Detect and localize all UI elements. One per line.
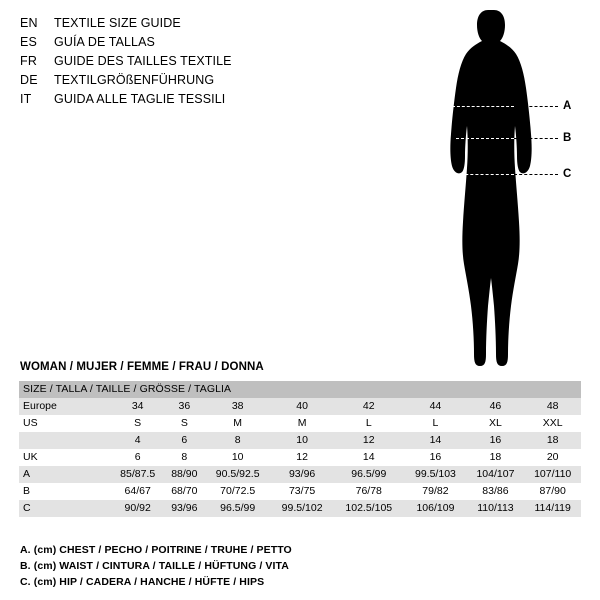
cell: 90/92	[111, 500, 164, 517]
cell: 107/110	[524, 466, 581, 483]
cell: 93/96	[164, 500, 204, 517]
cell: 14	[404, 432, 466, 449]
cell: 6	[111, 449, 164, 466]
language-row	[20, 92, 400, 111]
language-code-it: IT	[20, 92, 32, 106]
cell: 40	[271, 398, 333, 415]
language-code-de: DE	[20, 73, 38, 87]
measure-line-c-inner	[450, 174, 514, 175]
row-label-b: B	[19, 483, 111, 500]
language-text-it: GUIDA ALLE TAGLIE TESSILI	[54, 92, 226, 106]
cell: 102.5/105	[333, 500, 404, 517]
cell: 12	[333, 432, 404, 449]
cell: 76/78	[333, 483, 404, 500]
cell: 8	[164, 449, 204, 466]
cell: 20	[524, 449, 581, 466]
cell: M	[271, 415, 333, 432]
cell: 14	[333, 449, 404, 466]
cell: 34	[111, 398, 164, 415]
cell: L	[404, 415, 466, 432]
footnote-c: C. (cm) HIP / CADERA / HANCHE / HÜFTE / HIPS	[20, 576, 265, 588]
cell: XL	[467, 415, 525, 432]
language-code-es: ES	[20, 35, 38, 49]
measure-line-b-inner	[456, 138, 514, 139]
cell: 6	[164, 432, 204, 449]
measure-line-c-outer	[514, 174, 558, 175]
table-row	[19, 432, 581, 449]
cell: 104/107	[467, 466, 525, 483]
cell: 70/72.5	[204, 483, 271, 500]
footnotes	[20, 542, 580, 590]
figure-area	[400, 8, 600, 378]
cell: 12	[271, 449, 333, 466]
cell: S	[111, 415, 164, 432]
row-label-europe: Europe	[19, 398, 111, 415]
footnote-a: A. (cm) CHEST / PECHO / POITRINE / TRUHE / PETTO	[20, 544, 292, 556]
language-row	[20, 16, 400, 35]
cell: 18	[467, 449, 525, 466]
language-row	[20, 35, 400, 54]
cell: 85/87.5	[111, 466, 164, 483]
size-table	[19, 381, 581, 517]
cell: 16	[404, 449, 466, 466]
row-label-us: US	[19, 415, 111, 432]
cell: 79/82	[404, 483, 466, 500]
cell: 10	[204, 449, 271, 466]
cell: 99.5/102	[271, 500, 333, 517]
cell: 99.5/103	[404, 466, 466, 483]
language-text-en: TEXTILE SIZE GUIDE	[54, 16, 181, 30]
table-row	[19, 500, 581, 517]
cell: 106/109	[404, 500, 466, 517]
language-text-de: TEXTILGRÖßENFÜHRUNG	[54, 73, 215, 87]
cell: 36	[164, 398, 204, 415]
cell: 18	[524, 432, 581, 449]
cell: 114/119	[524, 500, 581, 517]
cell: 110/113	[467, 500, 525, 517]
cell: 90.5/92.5	[204, 466, 271, 483]
cell: 8	[204, 432, 271, 449]
measure-line-a-outer	[514, 106, 558, 107]
table-header-row	[19, 381, 581, 398]
language-row	[20, 73, 400, 92]
table-row	[19, 449, 581, 466]
cell: XXL	[524, 415, 581, 432]
language-title-block	[20, 16, 400, 111]
cell: 4	[111, 432, 164, 449]
cell: 64/67	[111, 483, 164, 500]
cell: 83/86	[467, 483, 525, 500]
cell: S	[164, 415, 204, 432]
cell: 38	[204, 398, 271, 415]
table-row	[19, 398, 581, 415]
cell: L	[333, 415, 404, 432]
row-label-uk: UK	[19, 449, 111, 466]
cell: 42	[333, 398, 404, 415]
footnote-b: B. (cm) WAIST / CINTURA / TAILLE / HÜFTUNG / VITA	[20, 560, 289, 572]
measure-line-a-inner	[452, 106, 514, 107]
cell: 88/90	[164, 466, 204, 483]
cell: 16	[467, 432, 525, 449]
cell: 68/70	[164, 483, 204, 500]
language-row	[20, 54, 400, 73]
measure-label-c: C	[563, 168, 572, 180]
table-row	[19, 415, 581, 432]
measure-label-b: B	[563, 132, 572, 144]
language-text-fr: GUIDE DES TAILLES TEXTILE	[54, 54, 232, 68]
cell: M	[204, 415, 271, 432]
cell: 46	[467, 398, 525, 415]
language-code-en: EN	[20, 16, 38, 30]
language-code-fr: FR	[20, 54, 38, 68]
measure-line-b-outer	[514, 138, 558, 139]
cell: 73/75	[271, 483, 333, 500]
cell: 96.5/99	[333, 466, 404, 483]
table-row	[19, 466, 581, 483]
language-text-es: GUÍA DE TALLAS	[54, 35, 155, 49]
section-heading: WOMAN / MUJER / FEMME / FRAU / DONNA	[20, 361, 264, 373]
cell: 96.5/99	[204, 500, 271, 517]
row-label-c: C	[19, 500, 111, 517]
cell: 10	[271, 432, 333, 449]
woman-silhouette-icon	[430, 8, 560, 376]
cell: 44	[404, 398, 466, 415]
table-row	[19, 483, 581, 500]
row-label-a: A	[19, 466, 111, 483]
row-label-us-numeric	[19, 432, 111, 449]
measure-label-a: A	[563, 100, 572, 112]
cell: 48	[524, 398, 581, 415]
cell: 93/96	[271, 466, 333, 483]
cell: 87/90	[524, 483, 581, 500]
table-header-label: SIZE / TALLA / TAILLE / GRÖSSE / TAGLIA	[19, 381, 581, 398]
